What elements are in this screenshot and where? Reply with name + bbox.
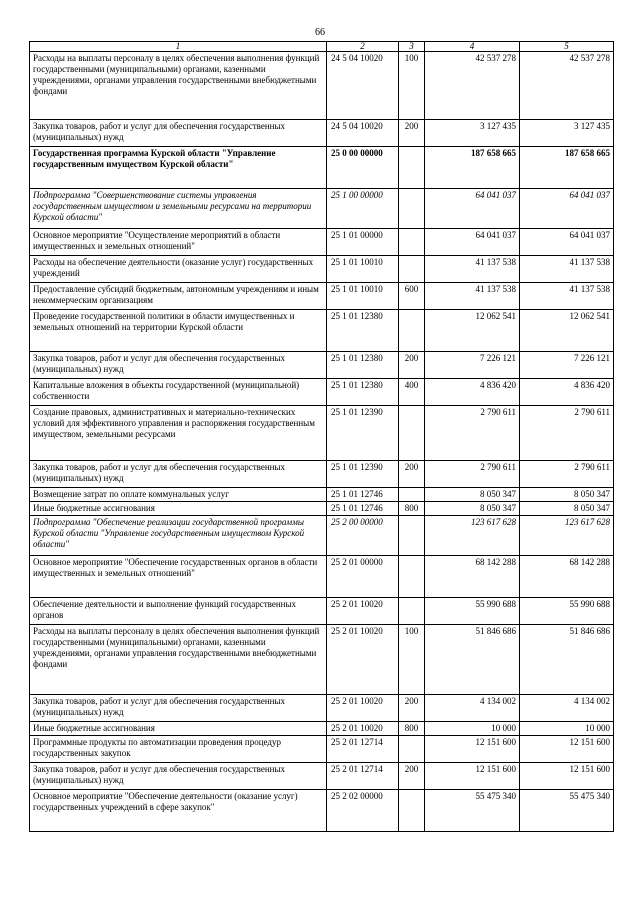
row-value-2-cell: 64 041 037 xyxy=(520,189,614,229)
row-type-cell: 200 xyxy=(399,120,425,147)
row-name-cell: Расходы на выплаты персоналу в целях обеспечения выполнения функций государственными (муниципальными) органами, казенными учреждениями, органами управления государственными внебюджетными фондами xyxy=(30,625,327,695)
row-value-2-cell: 12 062 541 xyxy=(520,310,614,352)
row-type-cell: 200 xyxy=(399,461,425,488)
row-value-2-cell: 10 000 xyxy=(520,722,614,736)
row-type-cell xyxy=(399,790,425,832)
row-value-1-cell: 7 226 121 xyxy=(425,352,520,379)
table-row xyxy=(30,256,614,283)
row-name-cell: Государственная программа Курской области "Управление государственным имуществом Курской области" xyxy=(30,147,327,189)
row-name-cell: Основное мероприятие "Обеспечение государственных органов в области имущественных и земельных отношений" xyxy=(30,556,327,598)
row-value-2-cell: 42 537 278 xyxy=(520,52,614,120)
row-code-cell: 25 1 01 12380 xyxy=(327,379,399,406)
row-value-1-cell: 55 990 688 xyxy=(425,598,520,625)
table-row xyxy=(30,502,614,516)
row-value-1-cell: 12 151 600 xyxy=(425,736,520,763)
page-number: 66 xyxy=(315,27,325,38)
row-code-cell: 25 1 01 12380 xyxy=(327,352,399,379)
row-code-cell: 25 2 01 12714 xyxy=(327,736,399,763)
row-code-cell: 25 0 00 00000 xyxy=(327,147,399,189)
row-value-1-cell: 123 617 628 xyxy=(425,516,520,556)
table-row xyxy=(30,147,614,189)
row-type-cell xyxy=(399,310,425,352)
row-value-1-cell: 2 790 611 xyxy=(425,406,520,461)
row-value-1-cell: 12 062 541 xyxy=(425,310,520,352)
row-code-cell: 25 2 01 00000 xyxy=(327,556,399,598)
row-name-cell: Подпрограмма "Обеспечение реализации государственной программы Курской области "Управление государственным имуществом Курской области" xyxy=(30,516,327,556)
row-value-1-cell: 41 137 538 xyxy=(425,256,520,283)
row-type-cell xyxy=(399,229,425,256)
row-name-cell: Проведение государственной политики в области имущественных и земельных отношений на территории Курской области xyxy=(30,310,327,352)
table-row xyxy=(30,52,614,120)
table-row xyxy=(30,352,614,379)
row-value-1-cell: 4 134 002 xyxy=(425,695,520,722)
row-value-1-cell: 4 836 420 xyxy=(425,379,520,406)
table-row xyxy=(30,229,614,256)
table-row xyxy=(30,556,614,598)
row-type-cell xyxy=(399,189,425,229)
row-code-cell: 25 1 01 12390 xyxy=(327,461,399,488)
row-name-cell: Закупка товаров, работ и услуг для обеспечения государственных (муниципальных) нужд xyxy=(30,352,327,379)
row-code-cell: 25 2 00 00000 xyxy=(327,516,399,556)
row-name-cell: Основное мероприятие "Обеспечение деятельности (оказание услуг) государственных учреждений в сфере закупок" xyxy=(30,790,327,832)
table-row xyxy=(30,310,614,352)
row-value-2-cell: 4 134 002 xyxy=(520,695,614,722)
row-name-cell: Закупка товаров, работ и услуг для обеспечения государственных (муниципальных) нужд xyxy=(30,763,327,790)
table-header-row xyxy=(30,42,614,52)
table-row xyxy=(30,488,614,502)
row-value-1-cell: 64 041 037 xyxy=(425,189,520,229)
row-code-cell: 25 1 01 10010 xyxy=(327,283,399,310)
row-code-cell: 25 2 01 10020 xyxy=(327,695,399,722)
row-value-2-cell: 12 151 600 xyxy=(520,736,614,763)
row-value-1-cell: 68 142 288 xyxy=(425,556,520,598)
table-row xyxy=(30,406,614,461)
row-type-cell: 800 xyxy=(399,722,425,736)
table-row xyxy=(30,598,614,625)
table-row xyxy=(30,763,614,790)
row-type-cell xyxy=(399,488,425,502)
row-code-cell: 25 2 01 10020 xyxy=(327,598,399,625)
table-row xyxy=(30,695,614,722)
table-row xyxy=(30,516,614,556)
row-code-cell: 24 5 04 10020 xyxy=(327,120,399,147)
header-col-3: 3 xyxy=(399,42,425,52)
budget-table xyxy=(29,41,614,832)
row-type-cell: 100 xyxy=(399,52,425,120)
table-row xyxy=(30,722,614,736)
row-name-cell: Создание правовых, административных и материально-технических условий для эффективного управления и распоряжения государственным имуществом, земельными ресурсами xyxy=(30,406,327,461)
row-code-cell: 25 1 01 00000 xyxy=(327,229,399,256)
row-value-2-cell: 51 846 686 xyxy=(520,625,614,695)
row-type-cell xyxy=(399,147,425,189)
row-value-2-cell: 123 617 628 xyxy=(520,516,614,556)
table-row xyxy=(30,461,614,488)
row-name-cell: Иные бюджетные ассигнования xyxy=(30,722,327,736)
row-code-cell: 24 5 04 10020 xyxy=(327,52,399,120)
row-value-2-cell: 2 790 611 xyxy=(520,406,614,461)
table-body xyxy=(30,52,614,832)
row-value-2-cell: 187 658 665 xyxy=(520,147,614,189)
row-value-1-cell: 55 475 340 xyxy=(425,790,520,832)
row-type-cell xyxy=(399,556,425,598)
row-name-cell: Обеспечение деятельности и выполнение функций государственных органов xyxy=(30,598,327,625)
row-type-cell: 100 xyxy=(399,625,425,695)
row-type-cell: 200 xyxy=(399,352,425,379)
row-value-2-cell: 41 137 538 xyxy=(520,283,614,310)
row-value-1-cell: 8 050 347 xyxy=(425,502,520,516)
row-value-1-cell: 41 137 538 xyxy=(425,283,520,310)
row-type-cell xyxy=(399,516,425,556)
row-name-cell: Иные бюджетные ассигнования xyxy=(30,502,327,516)
row-code-cell: 25 1 01 12390 xyxy=(327,406,399,461)
row-value-2-cell: 64 041 037 xyxy=(520,229,614,256)
row-value-1-cell: 10 000 xyxy=(425,722,520,736)
row-code-cell: 25 1 01 10010 xyxy=(327,256,399,283)
table-row xyxy=(30,736,614,763)
row-name-cell: Программные продукты по автоматизации проведения процедур государственных закупок xyxy=(30,736,327,763)
row-value-2-cell: 8 050 347 xyxy=(520,502,614,516)
row-name-cell: Расходы на выплаты персоналу в целях обеспечения выполнения функций государственными (муниципальными) органами, казенными учреждениями, органами управления государственными внебюджетными фондами xyxy=(30,52,327,120)
table-row xyxy=(30,283,614,310)
row-type-cell: 200 xyxy=(399,763,425,790)
table-row xyxy=(30,625,614,695)
row-value-2-cell: 4 836 420 xyxy=(520,379,614,406)
row-type-cell xyxy=(399,598,425,625)
header-col-5: 5 xyxy=(520,42,614,52)
table-row xyxy=(30,120,614,147)
row-value-1-cell: 8 050 347 xyxy=(425,488,520,502)
row-value-1-cell: 51 846 686 xyxy=(425,625,520,695)
row-type-cell: 400 xyxy=(399,379,425,406)
row-value-2-cell: 55 990 688 xyxy=(520,598,614,625)
table-row xyxy=(30,790,614,832)
row-value-2-cell: 8 050 347 xyxy=(520,488,614,502)
row-name-cell: Подпрограмма "Совершенствование системы управления государственным имуществом и земельными ресурсами на территории Курской области" xyxy=(30,189,327,229)
row-code-cell: 25 2 01 12714 xyxy=(327,763,399,790)
row-code-cell: 25 1 01 12746 xyxy=(327,502,399,516)
header-col-2: 2 xyxy=(327,42,399,52)
row-value-2-cell: 41 137 538 xyxy=(520,256,614,283)
row-value-2-cell: 2 790 611 xyxy=(520,461,614,488)
row-value-1-cell: 12 151 600 xyxy=(425,763,520,790)
table-row xyxy=(30,189,614,229)
row-name-cell: Основное мероприятие "Осуществление мероприятий в области имущественных и земельных отношений" xyxy=(30,229,327,256)
row-value-2-cell: 55 475 340 xyxy=(520,790,614,832)
row-value-2-cell: 3 127 435 xyxy=(520,120,614,147)
row-name-cell: Закупка товаров, работ и услуг для обеспечения государственных (муниципальных) нужд xyxy=(30,461,327,488)
row-type-cell xyxy=(399,406,425,461)
row-code-cell: 25 2 01 10020 xyxy=(327,625,399,695)
row-value-1-cell: 2 790 611 xyxy=(425,461,520,488)
row-name-cell: Возмещение затрат по оплате коммунальных услуг xyxy=(30,488,327,502)
row-value-1-cell: 42 537 278 xyxy=(425,52,520,120)
row-name-cell: Предоставление субсидий бюджетным, автономным учреждениям и иным некоммерческим организациям xyxy=(30,283,327,310)
row-value-1-cell: 64 041 037 xyxy=(425,229,520,256)
row-type-cell: 200 xyxy=(399,695,425,722)
row-code-cell: 25 2 01 10020 xyxy=(327,722,399,736)
row-type-cell xyxy=(399,256,425,283)
header-col-1: 1 xyxy=(30,42,327,52)
row-name-cell: Капитальные вложения в объекты государственной (муниципальной) собственности xyxy=(30,379,327,406)
row-name-cell: Расходы на обеспечение деятельности (оказание услуг) государственных учреждений xyxy=(30,256,327,283)
row-code-cell: 25 2 02 00000 xyxy=(327,790,399,832)
row-value-1-cell: 3 127 435 xyxy=(425,120,520,147)
row-type-cell xyxy=(399,736,425,763)
row-type-cell: 600 xyxy=(399,283,425,310)
row-code-cell: 25 1 01 12380 xyxy=(327,310,399,352)
row-value-2-cell: 68 142 288 xyxy=(520,556,614,598)
header-col-4: 4 xyxy=(425,42,520,52)
row-value-2-cell: 12 151 600 xyxy=(520,763,614,790)
row-type-cell: 800 xyxy=(399,502,425,516)
row-name-cell: Закупка товаров, работ и услуг для обеспечения государственных (муниципальных) нужд xyxy=(30,120,327,147)
row-code-cell: 25 1 01 12746 xyxy=(327,488,399,502)
row-code-cell: 25 1 00 00000 xyxy=(327,189,399,229)
row-value-2-cell: 7 226 121 xyxy=(520,352,614,379)
row-value-1-cell: 187 658 665 xyxy=(425,147,520,189)
row-name-cell: Закупка товаров, работ и услуг для обеспечения государственных (муниципальных) нужд xyxy=(30,695,327,722)
table-row xyxy=(30,379,614,406)
